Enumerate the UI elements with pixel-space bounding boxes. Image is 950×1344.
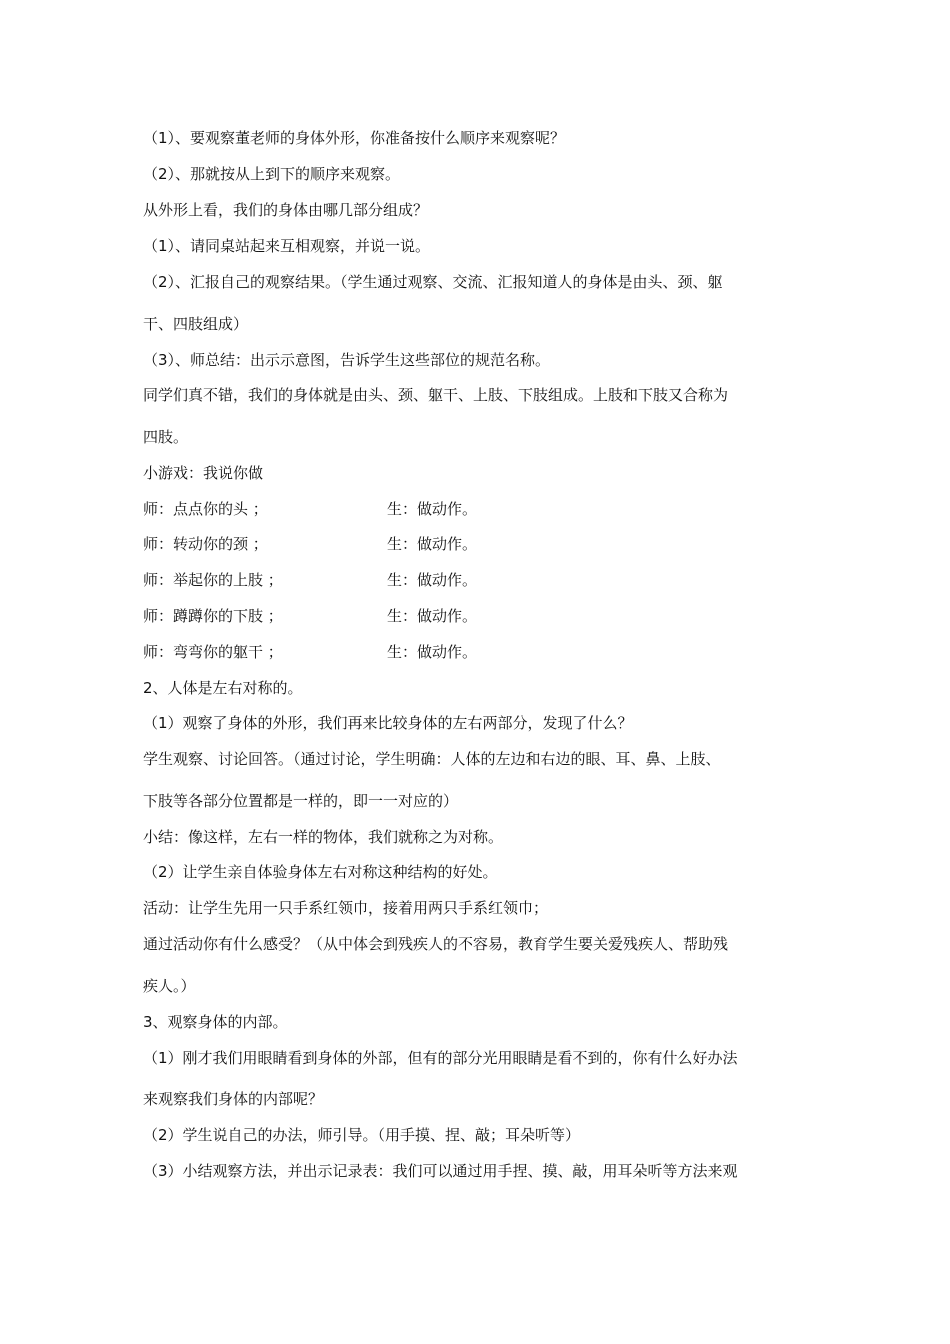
teacher-instruction: 师：弯弯你的躯干 ； [143,643,283,661]
game-row [143,499,823,519]
paragraph-line: 小游戏：我说你做 [143,464,264,482]
teacher-instruction: 师：举起你的上肢 ； [143,571,283,589]
teacher-instruction: 师：点点你的头 ； [143,500,268,518]
paragraph-line: （2）学生说自己的办法，师引导。（用手摸、捏、敲；耳朵听等） [143,1126,581,1144]
paragraph-line: 通过活动你有什么感受？（从中体会到残疾人的不容易，教育学生要关爱残疾人、帮助残 [143,935,729,953]
paragraph-line: 来观察我们身体的内部呢？ [143,1090,324,1108]
paragraph-line: 四肢。 [143,428,189,446]
paragraph-line: （2）、汇报自己的观察结果。（学生通过观察、交流、汇报知道人的身体是由头、颈、躯 [143,273,723,291]
paragraph-line: （3）小结观察方法，并出示记录表：我们可以通过用手捏、摸、敲，用耳朵听等方法来观 [143,1162,738,1180]
paragraph-line: 干、四肢组成） [143,315,249,333]
paragraph-line: 活动：让学生先用一只手系红领巾，接着用两只手系红领巾； [143,899,549,917]
paragraph-line: 疾人。） [143,977,196,995]
student-response: 生：做动作。 [387,571,478,589]
paragraph-line: 从外形上看，我们的身体由哪几部分组成？ [143,201,429,219]
student-response: 生：做动作。 [387,500,478,518]
paragraph-line: （1）刚才我们用眼睛看到身体的外部，但有的部分光用眼睛是看不到的，你有什么好办法 [143,1049,738,1067]
game-row [143,642,823,662]
teacher-instruction: 师：转动你的颈 ； [143,535,268,553]
student-response: 生：做动作。 [387,643,478,661]
paragraph-line: （2）、那就按从上到下的顺序来观察。 [143,165,401,183]
section-heading: 3、观察身体的内部。 [143,1013,288,1031]
student-response: 生：做动作。 [387,607,478,625]
student-response: 生：做动作。 [387,535,478,553]
paragraph-line: （2）让学生亲自体验身体左右对称这种结构的好处。 [143,863,498,881]
paragraph-line: （3）、师总结：出示示意图，告诉学生这些部位的规范名称。 [143,351,551,369]
paragraph-line: 小结：像这样，左右一样的物体，我们就称之为对称。 [143,828,504,846]
paragraph-line: （1）、要观察董老师的身体外形，你准备按什么顺序来观察呢？ [143,129,566,147]
paragraph-line: （1）观察了身体的外形，我们再来比较身体的左右两部分，发现了什么？ [143,714,633,732]
section-heading: 2、人体是左右对称的。 [143,679,303,697]
paragraph-line: 同学们真不错，我们的身体就是由头、颈、躯干、上肢、下肢组成。上肢和下肢又合称为 [143,386,729,404]
game-row [143,570,823,590]
paragraph-line: 下肢等各部分位置都是一样的，即一一对应的） [143,792,459,810]
game-row [143,534,823,554]
game-row [143,606,823,626]
paragraph-line: 学生观察、讨论回答。（通过讨论，学生明确：人体的左边和右边的眼、耳、鼻、上肢、 [143,750,721,768]
teacher-instruction: 师：蹲蹲你的下肢 ； [143,607,283,625]
paragraph-line: （1）、请同桌站起来互相观察，并说一说。 [143,237,431,255]
